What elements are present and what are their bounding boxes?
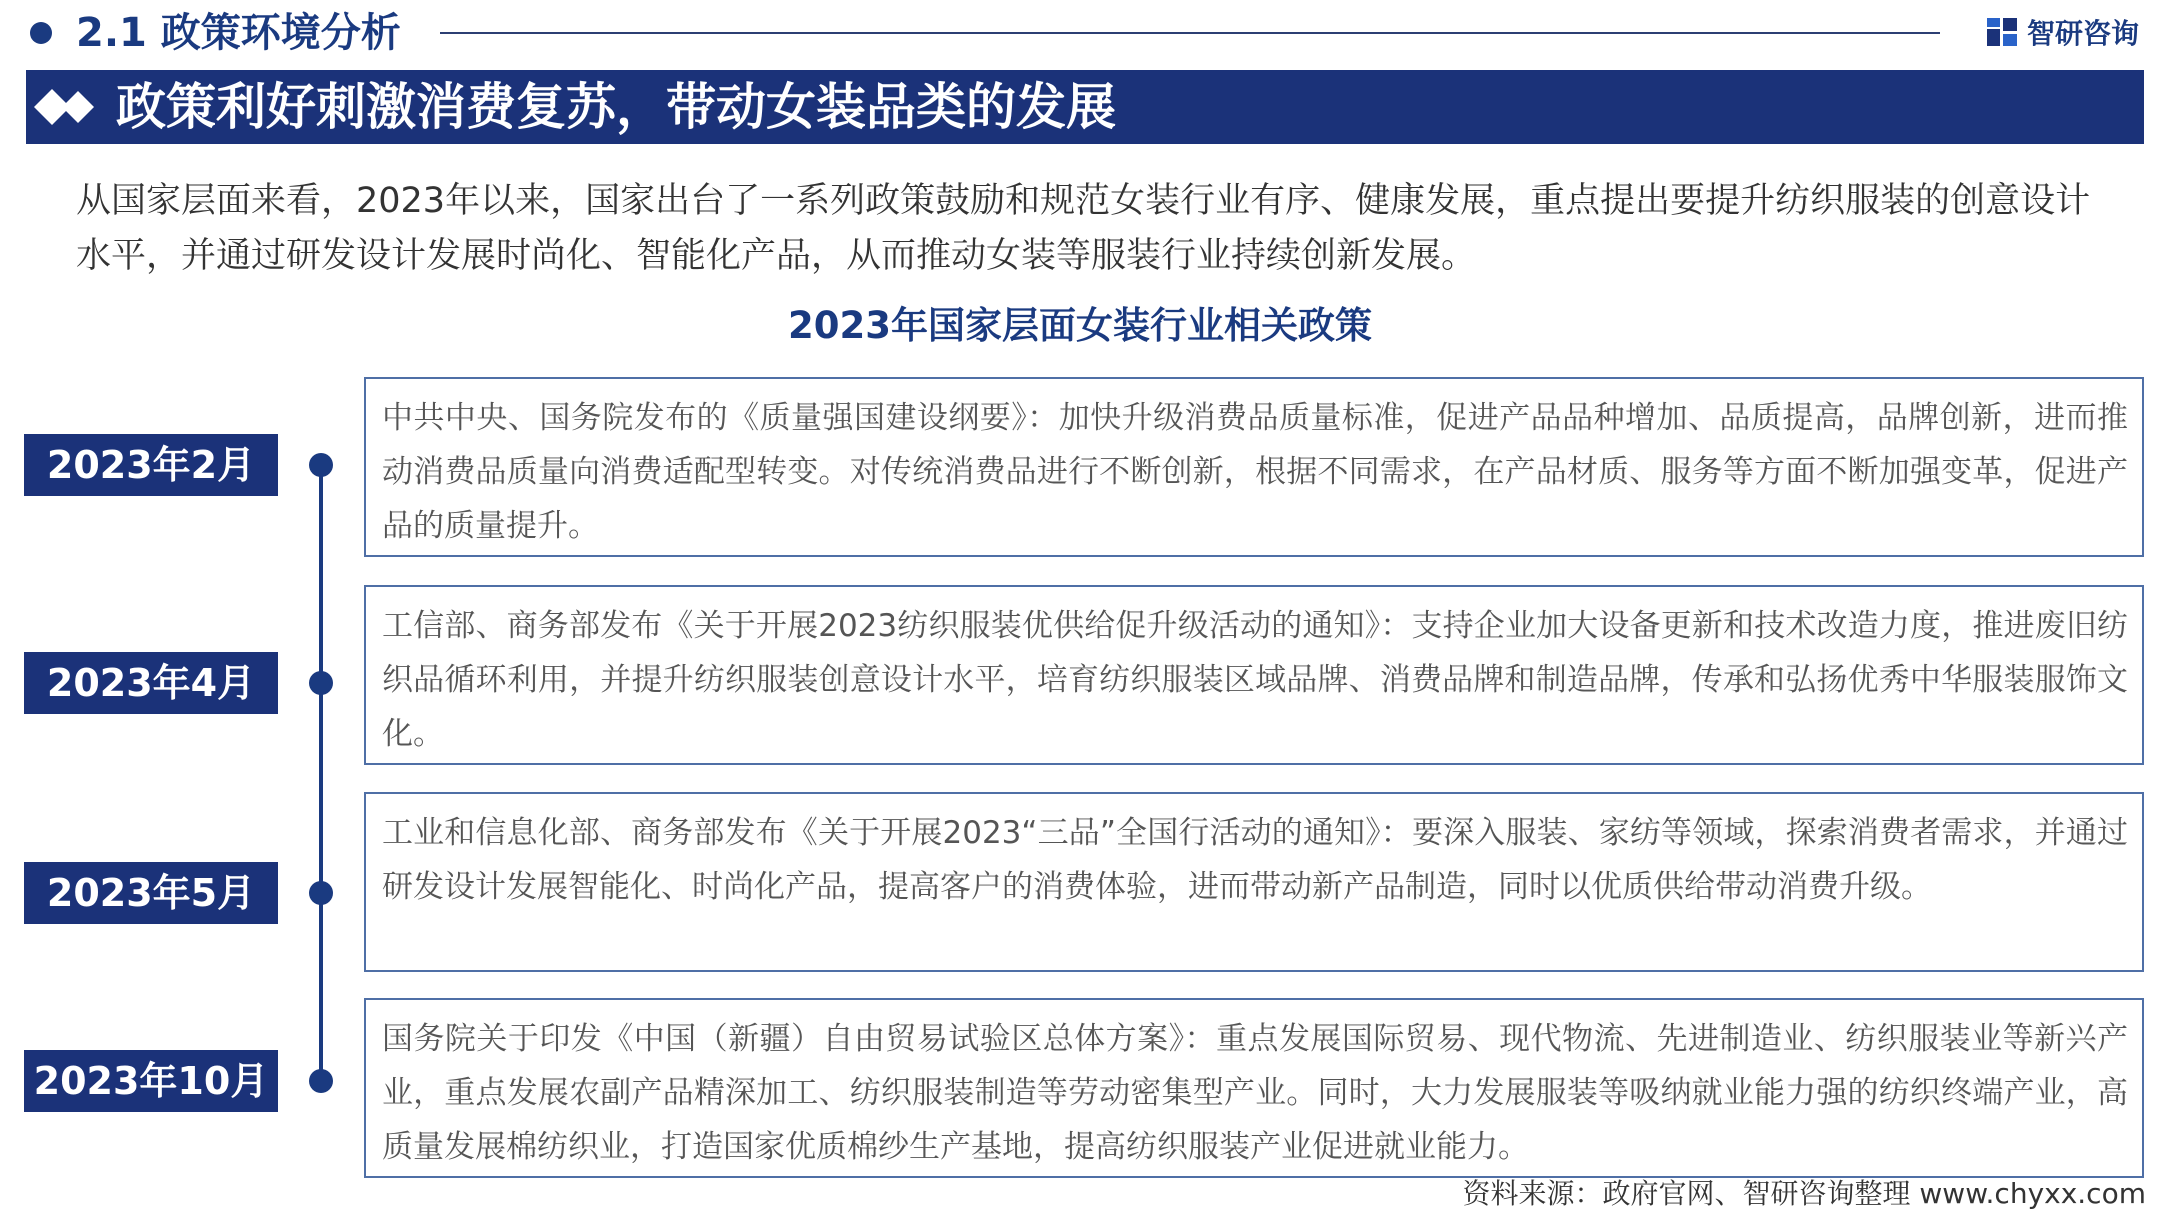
banner-title: 政策利好刺激消费复苏，带动女装品类的发展 — [116, 78, 1116, 136]
policy-card — [364, 792, 2144, 972]
timeline-date: 2023年4月 — [24, 652, 278, 714]
policy-text: 国务院关于印发《中国（新疆）自由贸易试验区总体方案》：重点发展国际贸易、现代物流、先进制造业、纺织服装业等新兴产业，重点发展农副产品精深加工、纺织服装制造等劳动密集型产业。同时，大力发展服装等吸纳就业能力强的纺织终端产业，高质量发展棉纺织业，打造国家优质棉纱生产基地，提高纺织服装产业促进就业能力。 — [382, 1021, 2128, 1165]
section-title: 2.1 政策环境分析 — [76, 10, 401, 56]
section-divider — [440, 32, 1940, 34]
timeline-title: 2023年国家层面女装行业相关政策 — [788, 304, 1372, 347]
timeline-dot — [309, 881, 333, 905]
timeline-axis — [319, 462, 323, 1082]
policy-card — [364, 377, 2144, 557]
policy-text: 工信部、商务部发布《关于开展2023纺织服装优供给促升级活动的通知》：支持企业加大设备更新和技术改造力度，推进废旧纺织品循环利用，并提升纺织服装创意设计水平，培育纺织服装区域品牌、消费品牌和制造品牌，传承和弘扬优秀中华服装服饰文化。 — [382, 608, 2128, 752]
intro-paragraph: 从国家层面来看，2023年以来，国家出台了一系列政策鼓励和规范女装行业有序、健康发展，重点提出要提升纺织服装的创意设计水平，并通过研发设计发展时尚化、智能化产品，从而推动女装等服装行业持续创新发展。 — [76, 181, 2091, 276]
brand — [1985, 12, 2139, 52]
section-header — [0, 0, 2160, 66]
timeline-dot — [309, 1069, 333, 1093]
source-note: 资料来源：政府官网、智研咨询整理 www.chyxx.com — [1462, 1177, 2146, 1210]
policy-text: 工业和信息化部、商务部发布《关于开展2023“三品”全国行活动的通知》：要深入服装、家纺等领域，探索消费者需求，并通过研发设计发展智能化、时尚化产品，提高客户的消费体验，进而带动新产品制造，同时以优质供给带动消费升级。 — [382, 815, 2128, 905]
timeline-date: 2023年10月 — [24, 1050, 278, 1112]
timeline-dot — [309, 671, 333, 695]
chyxx-logo-icon — [1985, 15, 2019, 49]
section-bullet-icon — [30, 22, 52, 44]
title-banner — [26, 70, 2144, 144]
policy-card — [364, 585, 2144, 765]
double-diamond-icon — [34, 89, 110, 125]
timeline-date: 2023年5月 — [24, 862, 278, 924]
timeline-dot — [309, 453, 333, 477]
timeline-date: 2023年2月 — [24, 434, 278, 496]
policy-text: 中共中央、国务院发布的《质量强国建设纲要》：加快升级消费品质量标准，促进产品品种增加、品质提高，品牌创新，进而推动消费品质量向消费适配型转变。对传统消费品进行不断创新，根据不同需求，在产品材质、服务等方面不断加强变革，促进产品的质量提升。 — [382, 400, 2128, 544]
brand-name: 智研咨询 — [2027, 17, 2140, 50]
policy-card — [364, 998, 2144, 1178]
